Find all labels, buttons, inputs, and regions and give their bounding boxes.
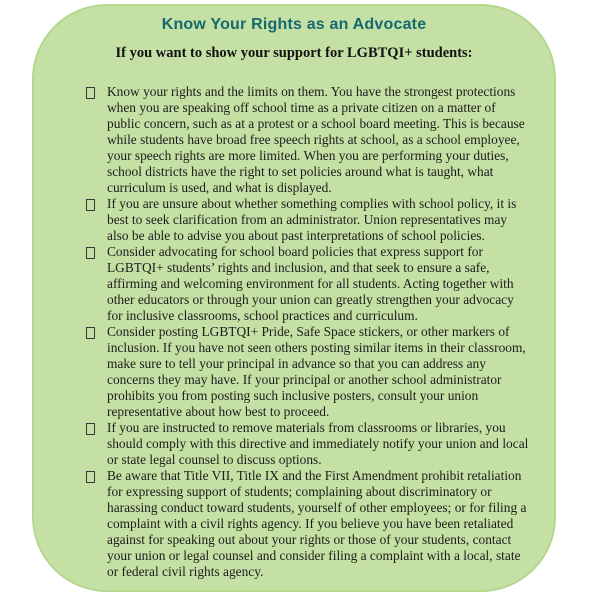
bullet-text: Know your rights and the limits on them. You have the strongest protections when you are speaking off school time as a private citizen on a matter of public concern, such as at a protest or a school board meeting. This is because while students have broad free speech rights at school, as a school employee, your speech rights are more limited. When you are performing your duties, school districts have the right to set policies around what is taught, what curriculum is used, and what is displayed. [107, 84, 525, 195]
card-subtitle: If you want to show your support for LGBTQI+ students: [115, 45, 473, 61]
empty-box-bullet-icon [86, 471, 95, 483]
card-title: Know Your Rights as an Advocate [161, 16, 427, 33]
empty-box-bullet-icon [86, 247, 95, 259]
bullet-item [86, 468, 530, 580]
bullet-item [86, 324, 530, 420]
bullet-item [86, 244, 530, 324]
bullet-list [34, 84, 554, 580]
empty-box-bullet-icon [86, 327, 95, 339]
bullet-text: Be aware that Title VII, Title IX and the First Amendment prohibit retaliation for expressing support of students; complaining about discriminatory or harassing conduct toward students, yourself of other employees; or for filing a complaint with a civil rights agency. If you believe you have been retaliated against for speaking out about your rights or those of your students, contact your union or legal counsel and consider filing a complaint with a local, state or federal civil rights agency. [107, 468, 527, 579]
bullet-text: Consider posting LGBTQI+ Pride, Safe Space stickers, or other markers of inclusion. If you have not seen others posting similar items in their classroom, make sure to tell your principal in advance so that you can address any concerns they may have. If your principal or another school administrator prohibits you from posting such inclusive posters, consult your union representative about how best to proceed. [107, 324, 526, 419]
bullet-item [86, 84, 530, 196]
bullet-item [86, 420, 530, 468]
bullet-text: If you are instructed to remove materials from classrooms or libraries, you should comply with this directive and immediately notify your union and local or state legal counsel to discuss options. [107, 420, 529, 467]
empty-box-bullet-icon [86, 199, 95, 211]
bullet-item [86, 196, 530, 244]
empty-box-bullet-icon [86, 87, 95, 99]
bullet-text: If you are unsure about whether something complies with school policy, it is best to seek clarification from an administrator. Union representatives may also be able to advise you about past interpretations of school policies. [107, 196, 517, 243]
bullet-text: Consider advocating for school board policies that express support for LGBTQI+ students’ rights and inclusion, and that seek to ensure a safe, affirming and welcoming environment for all students. Acting together with other educators or through your union can greatly strengthen your advocacy for inclusive classrooms, school practices and curriculum. [107, 244, 514, 323]
empty-box-bullet-icon [86, 423, 95, 435]
rights-card [32, 4, 556, 592]
